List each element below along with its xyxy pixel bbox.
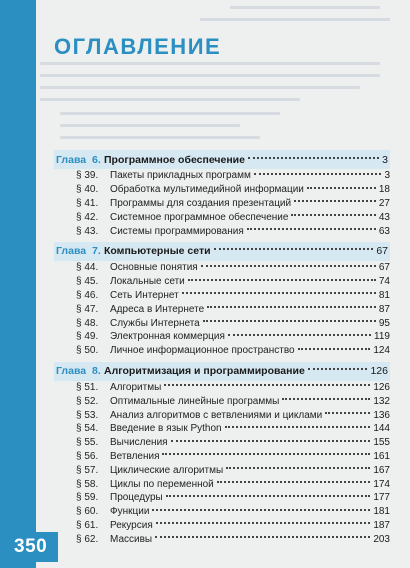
- section-sign: §: [76, 492, 82, 504]
- section-page: 126: [373, 381, 390, 393]
- section-entry: [76, 302, 390, 316]
- section-entry: [76, 275, 390, 289]
- section-entry: [76, 344, 390, 358]
- section-page: 132: [373, 395, 390, 407]
- section-page: 87: [378, 303, 390, 315]
- leader-dots: [171, 440, 371, 442]
- section-number: [76, 304, 110, 315]
- section-page: 174: [373, 478, 390, 490]
- section-page: 74: [378, 276, 390, 288]
- section-num: 59.: [84, 492, 99, 504]
- section-entry: [76, 422, 390, 436]
- leader-dots: [166, 495, 371, 497]
- section-title: Обработка мультимедийной информации: [110, 184, 304, 196]
- leader-dots: [247, 228, 376, 230]
- section-title: Оптимальные линейные программы: [110, 395, 280, 407]
- section-sign: §: [76, 437, 82, 449]
- page-number: 350: [14, 536, 48, 557]
- leader-dots: [228, 334, 371, 336]
- leader-dots: [152, 509, 370, 511]
- section-number: [76, 382, 110, 393]
- chapter-word: Глава: [56, 153, 87, 166]
- section-page: 136: [373, 409, 390, 421]
- section-sign: §: [76, 170, 82, 182]
- section-title: Циклические алгоритмы: [110, 464, 224, 476]
- chapter-number: 8.: [92, 365, 101, 378]
- leader-dots: [225, 426, 371, 428]
- section-title: Анализ алгоритмов с ветвлениями и циклами: [110, 409, 323, 421]
- section-number: [76, 534, 110, 545]
- section-sign: §: [76, 533, 82, 545]
- section-entry: [76, 330, 390, 344]
- section-entry: [76, 183, 390, 197]
- section-num: 52.: [84, 395, 99, 407]
- section-num: 50.: [84, 345, 99, 357]
- chapter-title: Алгоритмизация и программирование: [104, 365, 305, 378]
- section-page: 155: [373, 437, 390, 449]
- section-number: [76, 226, 110, 237]
- chapter-page: 67: [376, 245, 388, 258]
- section-entry: [76, 408, 390, 422]
- section-number: [76, 451, 110, 462]
- leader-dots: [325, 412, 370, 414]
- section-number: [76, 276, 110, 287]
- section-title: Циклы по переменной: [110, 478, 214, 490]
- section-number: [76, 290, 110, 301]
- section-num: 58.: [84, 478, 99, 490]
- section-sign: §: [76, 395, 82, 407]
- section-sign: §: [76, 381, 82, 393]
- leader-dots: [188, 279, 376, 281]
- section-entry: [76, 381, 390, 395]
- section-title: Службы Интернета: [110, 317, 200, 329]
- chapter-word: Глава: [56, 365, 87, 378]
- section-sign: §: [76, 519, 82, 531]
- section-number: [76, 212, 110, 223]
- section-page: 63: [378, 225, 390, 237]
- section-num: 54.: [84, 423, 99, 435]
- section-number: [76, 479, 110, 490]
- section-page: 27: [378, 197, 390, 209]
- leader-dots: [307, 187, 376, 189]
- section-num: 61.: [84, 519, 99, 531]
- section-title: Алгоритмы: [110, 381, 162, 393]
- chapter-title: Компьютерные сети: [104, 245, 211, 258]
- section-sign: §: [76, 184, 82, 196]
- section-page: 181: [373, 506, 390, 518]
- section-sign: §: [76, 197, 82, 209]
- table-of-contents: [54, 150, 390, 546]
- chapter-number: 7.: [92, 245, 101, 258]
- section-number: [76, 331, 110, 342]
- section-entry: [76, 450, 390, 464]
- leader-dots: [291, 214, 375, 216]
- section-title: Массивы: [110, 533, 153, 545]
- section-sign: §: [76, 345, 82, 357]
- section-number: [76, 262, 110, 273]
- leader-dots: [164, 384, 370, 386]
- section-page: 124: [373, 345, 390, 357]
- section-entry: [76, 532, 390, 546]
- section-title: Ветвления: [110, 450, 160, 462]
- section-number: [76, 410, 110, 421]
- section-num: 43.: [84, 225, 99, 237]
- section-num: 60.: [84, 506, 99, 518]
- section-entry: [76, 519, 390, 533]
- section-page: 18: [378, 184, 390, 196]
- leader-dots: [203, 320, 376, 322]
- section-sign: §: [76, 409, 82, 421]
- section-title: Системное программное обеспечение: [110, 211, 289, 223]
- leader-dots: [217, 481, 371, 483]
- section-entry: [76, 436, 390, 450]
- section-num: 40.: [84, 184, 99, 196]
- section-number: [76, 520, 110, 531]
- section-sign: §: [76, 464, 82, 476]
- section-sign: §: [76, 303, 82, 315]
- leader-dots: [298, 348, 371, 350]
- section-number: [76, 198, 110, 209]
- section-entry: [76, 477, 390, 491]
- section-sign: §: [76, 317, 82, 329]
- section-sign: §: [76, 225, 82, 237]
- section-entry: [76, 169, 390, 183]
- section-title: Пакеты прикладных программ: [110, 170, 251, 182]
- chapter-number: 6.: [92, 153, 101, 166]
- section-title: Локальные сети: [110, 276, 185, 288]
- section-number: [76, 345, 110, 356]
- section-num: 48.: [84, 317, 99, 329]
- leader-dots: [248, 157, 379, 159]
- section-num: 44.: [84, 262, 99, 274]
- section-page: 144: [373, 423, 390, 435]
- section-title: Введение в язык Python: [110, 423, 222, 435]
- section-num: 47.: [84, 303, 99, 315]
- leader-dots: [214, 248, 374, 250]
- section-page: 95: [378, 317, 390, 329]
- section-title: Рекурсия: [110, 519, 153, 531]
- section-title: Функции: [110, 506, 150, 518]
- section-sign: §: [76, 331, 82, 343]
- leader-dots: [294, 200, 376, 202]
- section-num: 62.: [84, 533, 99, 545]
- leader-dots: [308, 368, 368, 370]
- section-number: [76, 437, 110, 448]
- leader-dots: [201, 265, 376, 267]
- section-num: 51.: [84, 381, 99, 393]
- section-number: [76, 492, 110, 503]
- section-num: 56.: [84, 450, 99, 462]
- section-num: 39.: [84, 170, 99, 182]
- section-entry: [76, 463, 390, 477]
- chapter-page: 3: [382, 153, 388, 166]
- chapter-title: Программное обеспечение: [104, 153, 245, 166]
- section-entry: [76, 316, 390, 330]
- leader-dots: [182, 292, 376, 294]
- section-num: 49.: [84, 331, 99, 343]
- section-sign: §: [76, 423, 82, 435]
- leader-dots: [226, 467, 370, 469]
- section-title: Личное информационное пространство: [110, 345, 295, 357]
- section-num: 41.: [84, 197, 99, 209]
- section-title: Основные понятия: [110, 262, 198, 274]
- section-page: 203: [373, 533, 390, 545]
- section-sign: §: [76, 276, 82, 288]
- chapter-heading: [54, 362, 390, 381]
- section-number: [76, 506, 110, 517]
- leader-dots: [282, 398, 370, 400]
- section-number: [76, 423, 110, 434]
- section-sign: §: [76, 211, 82, 223]
- leader-dots: [155, 536, 370, 538]
- section-title: Программы для создания презентаций: [110, 197, 292, 209]
- section-entry: [76, 505, 390, 519]
- section-entry: [76, 197, 390, 211]
- section-sign: §: [76, 506, 82, 518]
- section-entry: [76, 224, 390, 238]
- section-entry: [76, 210, 390, 224]
- section-title: Сеть Интернет: [110, 289, 179, 301]
- section-page: 3: [384, 170, 390, 182]
- section-num: 57.: [84, 464, 99, 476]
- section-num: 55.: [84, 437, 99, 449]
- section-number: [76, 318, 110, 329]
- section-title: Электронная коммерция: [110, 331, 225, 343]
- section-number: [76, 396, 110, 407]
- section-num: 46.: [84, 289, 99, 301]
- section-page: 81: [378, 289, 390, 301]
- section-entry: [76, 394, 390, 408]
- section-sign: §: [76, 450, 82, 462]
- leader-dots: [156, 522, 371, 524]
- section-title: Адреса в Интернете: [110, 303, 205, 315]
- chapter-word: Глава: [56, 245, 87, 258]
- section-page: 177: [373, 492, 390, 504]
- section-entry: [76, 289, 390, 303]
- section-entry: [76, 261, 390, 275]
- section-sign: §: [76, 262, 82, 274]
- section-page: 187: [373, 519, 390, 531]
- leader-dots: [162, 453, 370, 455]
- section-title: Процедуры: [110, 492, 163, 504]
- leader-dots: [207, 306, 376, 308]
- leader-dots: [254, 173, 382, 175]
- section-number: [76, 465, 110, 476]
- section-number: [76, 184, 110, 195]
- section-number: [76, 170, 110, 181]
- chapter-page: 126: [370, 365, 388, 378]
- margin-color-bar: [0, 0, 36, 568]
- section-num: 45.: [84, 276, 99, 288]
- section-page: 67: [378, 262, 390, 274]
- section-num: 42.: [84, 211, 99, 223]
- chapter-heading: [54, 150, 390, 169]
- chapter-heading: [54, 242, 390, 261]
- section-num: 53.: [84, 409, 99, 421]
- section-page: 161: [373, 450, 390, 462]
- page-title: ОГЛАВЛЕНИЕ: [54, 34, 222, 59]
- section-title: Системы программирования: [110, 225, 244, 237]
- section-entry: [76, 491, 390, 505]
- section-title: Вычисления: [110, 437, 168, 449]
- section-page: 119: [374, 331, 390, 343]
- section-sign: §: [76, 289, 82, 301]
- section-page: 167: [373, 464, 390, 476]
- section-sign: §: [76, 478, 82, 490]
- section-page: 43: [378, 211, 390, 223]
